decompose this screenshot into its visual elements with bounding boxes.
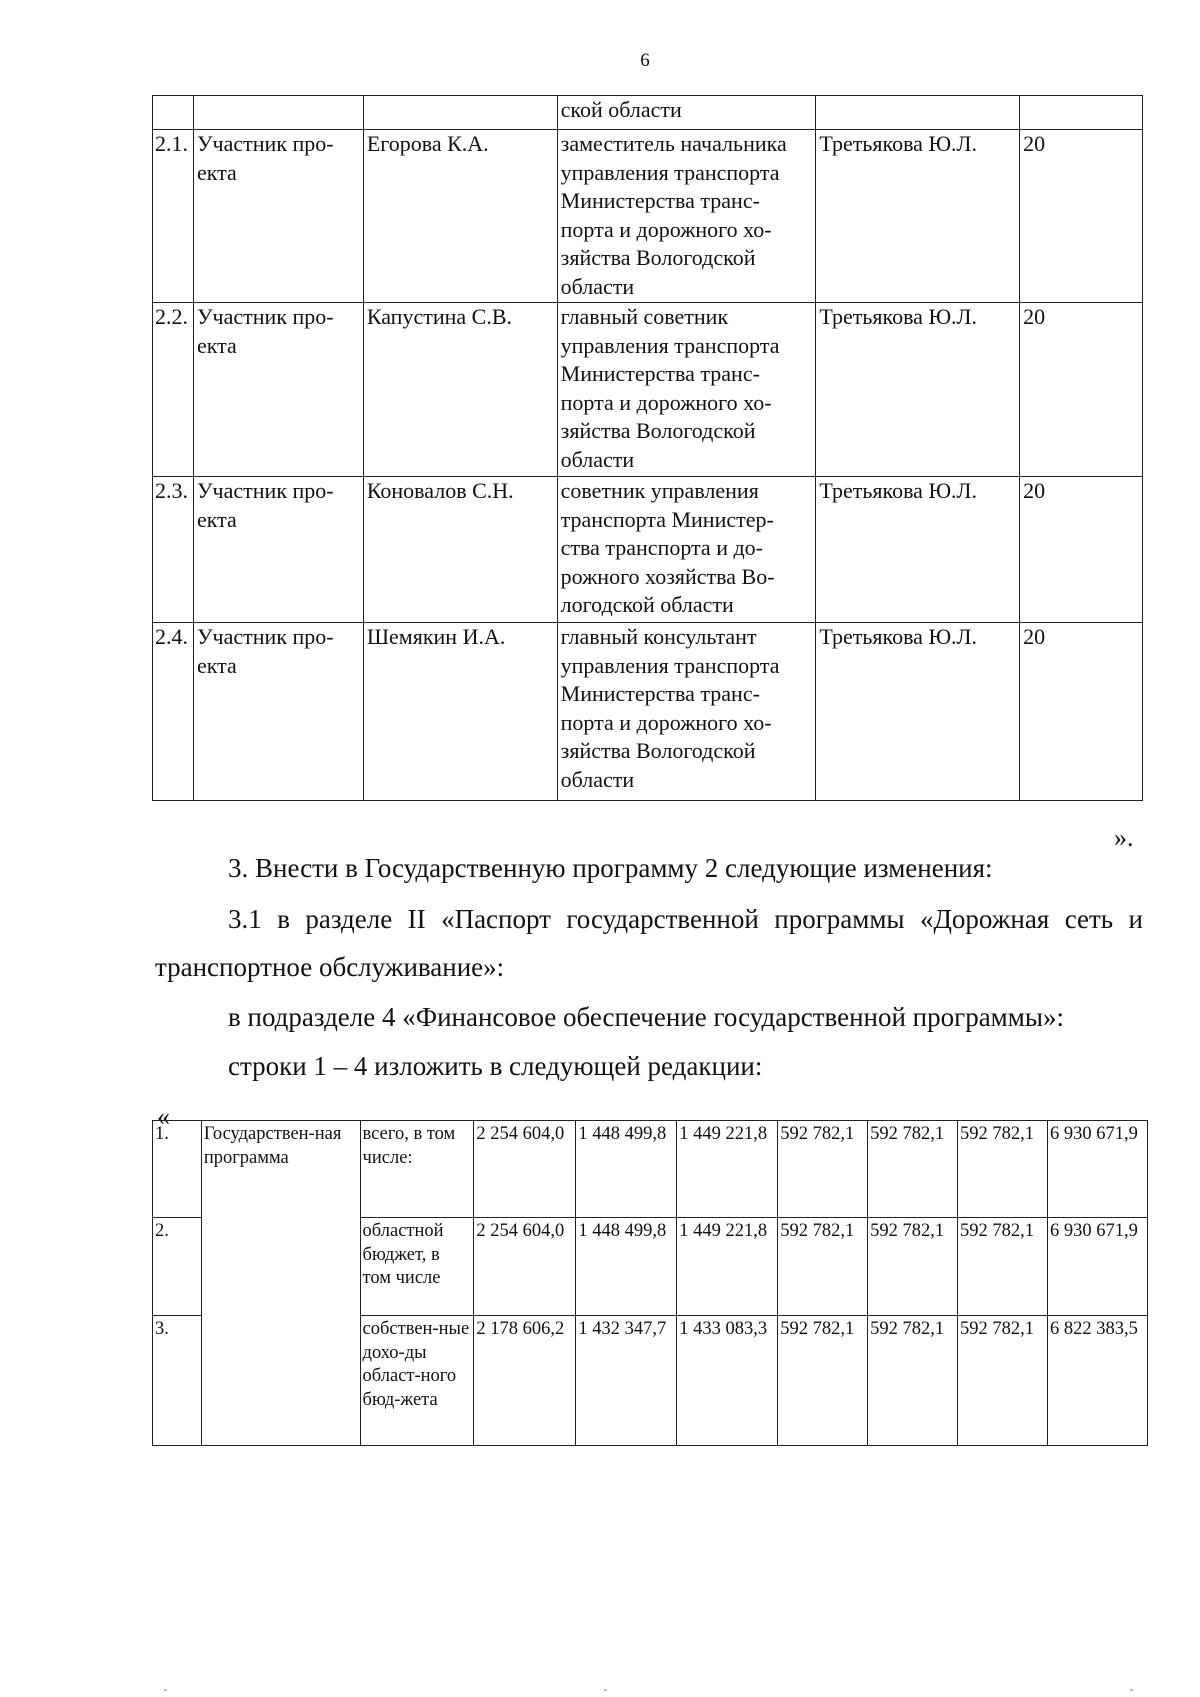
value-cell: 592 782,1 [958, 1218, 1048, 1316]
position-cell: главный советник управления транспорта Министерства транс-порта и дорожного хо-зяйства Вологодской области [557, 303, 816, 477]
page-number: 6 [640, 50, 650, 71]
table-cell [816, 96, 1020, 130]
role-cell: Участник про-екта [193, 303, 363, 477]
scan-mark [1130, 1689, 1133, 1691]
value-cell: 1 449 221,8 [677, 1218, 778, 1316]
table-row [153, 1121, 1148, 1218]
scan-mark [604, 1689, 607, 1691]
value-cell: 592 782,1 [868, 1218, 958, 1316]
row-number: 3. [153, 1316, 202, 1446]
table-row [153, 623, 1143, 801]
value-cell: 6 930 671,9 [1047, 1218, 1147, 1316]
label-cell: областной бюджет, в том числе [360, 1218, 474, 1316]
opening-quote: « [157, 1102, 170, 1131]
value-cell: 1 449 221,8 [677, 1121, 778, 1218]
share-cell: 20 [1020, 623, 1143, 801]
table-cell [193, 96, 363, 130]
name-cell: Егорова К.А. [363, 130, 557, 303]
table-cell [363, 96, 557, 130]
supervisor-cell: Третьякова Ю.Л. [816, 303, 1020, 477]
value-cell: 1 448 499,8 [576, 1218, 677, 1316]
row-number: 2.1. [153, 130, 194, 303]
role-cell: Участник про-екта [193, 477, 363, 623]
table-row [153, 96, 1143, 130]
position-cell: главный консультант управления транспорта Министерства транс-порта и дорожного хо-зяйства Вологодской области [557, 623, 816, 801]
finance-table [152, 1120, 1148, 1446]
position-cell: советник управления транспорта Министер-ства транспорта и до-рожного хозяйства Во-логодской области [557, 477, 816, 623]
role-cell: Участник про- екта [193, 130, 363, 303]
share-cell: 20 [1020, 477, 1143, 623]
paragraph-5: строки 1 – 4 изложить в следующей редакции: [228, 1051, 763, 1081]
share-cell: 20 [1020, 303, 1143, 477]
row-number: 2.2. [153, 303, 194, 477]
paragraph-1: 3. Внести в Государственную программу 2 следующие изменения: [228, 853, 993, 883]
share-cell: 20 [1020, 130, 1143, 303]
name-cell: Шемякин И.А. [363, 623, 557, 801]
row-number: 2.3. [153, 477, 194, 623]
paragraph-2: 3.1 в разделе II «Паспорт государственной программы «Дорожная сеть и [228, 904, 1143, 934]
position-cell: ской области [557, 96, 816, 130]
project-team-table [152, 95, 1143, 801]
value-cell: 1 433 083,3 [677, 1316, 778, 1446]
program-cell: Государствен-ная программа [201, 1121, 360, 1446]
value-cell: 6 930 671,9 [1047, 1121, 1147, 1218]
row-number: 1. [153, 1121, 202, 1218]
value-cell: 592 782,1 [778, 1121, 868, 1218]
label-cell: всего, в том числе: [360, 1121, 474, 1218]
row-number: 2. [153, 1218, 202, 1316]
value-cell: 592 782,1 [778, 1218, 868, 1316]
position-cell: заместитель начальника управления транспорта Министерства транс-порта и дорожного хо-зяйства Вологодской области [557, 130, 816, 303]
value-cell: 2 178 606,2 [474, 1316, 576, 1446]
name-cell: Коновалов С.Н. [363, 477, 557, 623]
supervisor-cell: Третьякова Ю.Л. [816, 477, 1020, 623]
table-cell [1020, 96, 1143, 130]
scan-mark [164, 1689, 167, 1691]
role-cell: Участник про-екта [193, 623, 363, 801]
value-cell: 2 254 604,0 [474, 1121, 576, 1218]
paragraph-4: в подразделе 4 «Финансовое обеспечение государственной программы»: [228, 1002, 1064, 1032]
value-cell: 2 254 604,0 [474, 1218, 576, 1316]
value-cell: 592 782,1 [868, 1121, 958, 1218]
value-cell: 1 432 347,7 [576, 1316, 677, 1446]
label-cell: собствен-ные дохо-ды област-ного бюд-жета [360, 1316, 474, 1446]
supervisor-cell: Третьякова Ю.Л. [816, 130, 1020, 303]
table-row [153, 477, 1143, 623]
value-cell: 592 782,1 [778, 1316, 868, 1446]
value-cell: 592 782,1 [958, 1121, 1048, 1218]
table-cell [153, 96, 194, 130]
name-cell: Капустина С.В. [363, 303, 557, 477]
supervisor-cell: Третьякова Ю.Л. [816, 623, 1020, 801]
row-number: 2.4. [153, 623, 194, 801]
value-cell: 592 782,1 [868, 1316, 958, 1446]
value-cell: 1 448 499,8 [576, 1121, 677, 1218]
table-row [153, 303, 1143, 477]
table-row [153, 130, 1143, 303]
closing-quote: ». [1114, 823, 1134, 852]
value-cell: 6 822 383,5 [1047, 1316, 1147, 1446]
value-cell: 592 782,1 [958, 1316, 1048, 1446]
paragraph-3: транспортное обслуживание»: [155, 952, 505, 982]
